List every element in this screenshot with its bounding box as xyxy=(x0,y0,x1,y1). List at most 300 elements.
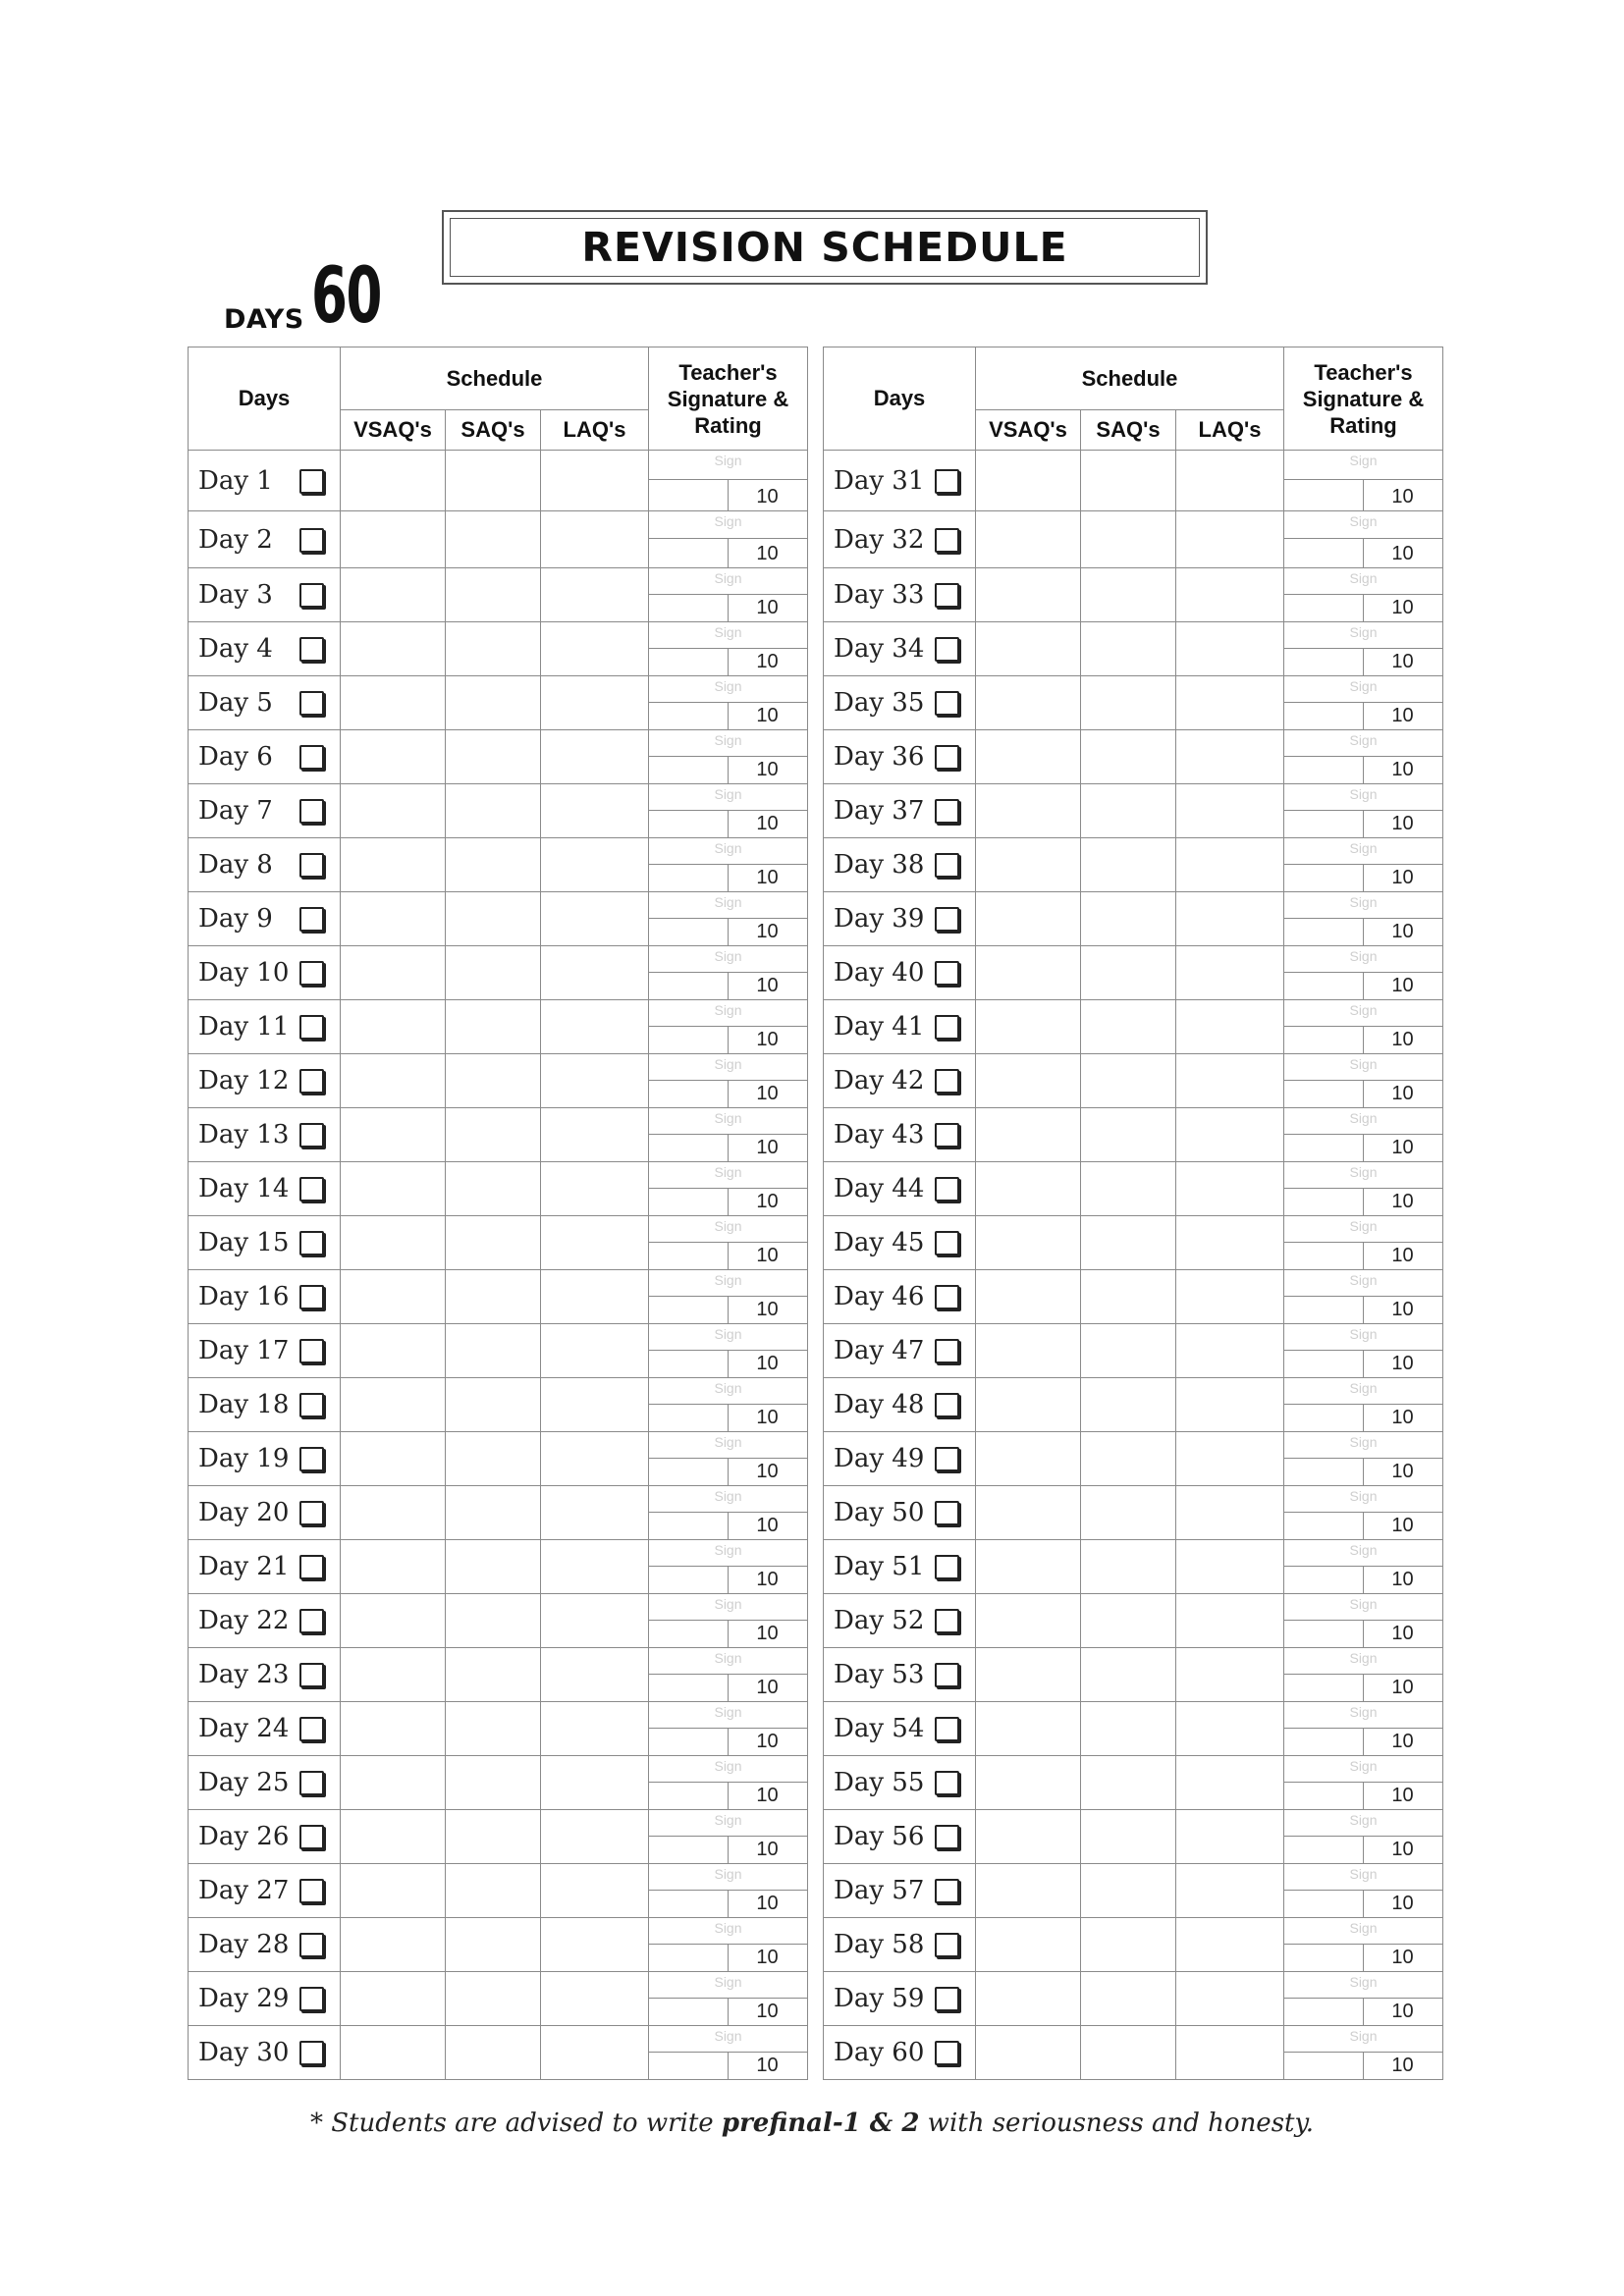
laq-cell[interactable] xyxy=(541,838,649,892)
vsaq-cell[interactable] xyxy=(341,511,446,568)
vsaq-cell[interactable] xyxy=(341,730,446,784)
laq-cell[interactable] xyxy=(541,1810,649,1864)
day-checkbox[interactable] xyxy=(935,637,959,662)
day-checkbox[interactable] xyxy=(299,853,324,878)
laq-cell[interactable] xyxy=(1176,2026,1284,2080)
signature-rating-cell[interactable] xyxy=(649,1378,808,1432)
vsaq-cell[interactable] xyxy=(976,1432,1081,1486)
signature-rating-cell[interactable] xyxy=(1284,568,1443,622)
saq-cell[interactable] xyxy=(1081,1648,1176,1702)
vsaq-cell[interactable] xyxy=(976,1054,1081,1108)
day-checkbox[interactable] xyxy=(299,469,324,494)
day-checkbox[interactable] xyxy=(299,745,324,770)
laq-cell[interactable] xyxy=(541,730,649,784)
signature-rating-cell[interactable] xyxy=(649,1864,808,1918)
laq-cell[interactable] xyxy=(1176,1540,1284,1594)
signature-rating-cell[interactable] xyxy=(1284,1216,1443,1270)
saq-cell[interactable] xyxy=(1081,1972,1176,2026)
laq-cell[interactable] xyxy=(1176,1702,1284,1756)
laq-cell[interactable] xyxy=(1176,1270,1284,1324)
day-checkbox[interactable] xyxy=(299,1285,324,1309)
laq-cell[interactable] xyxy=(541,1108,649,1162)
day-checkbox[interactable] xyxy=(299,1555,324,1579)
saq-cell[interactable] xyxy=(1081,568,1176,622)
saq-cell[interactable] xyxy=(446,511,541,568)
vsaq-cell[interactable] xyxy=(976,946,1081,1000)
saq-cell[interactable] xyxy=(1081,511,1176,568)
laq-cell[interactable] xyxy=(1176,784,1284,838)
vsaq-cell[interactable] xyxy=(976,622,1081,676)
signature-rating-cell[interactable] xyxy=(649,784,808,838)
saq-cell[interactable] xyxy=(446,1108,541,1162)
vsaq-cell[interactable] xyxy=(976,1594,1081,1648)
laq-cell[interactable] xyxy=(1176,1918,1284,1972)
day-checkbox[interactable] xyxy=(299,1069,324,1094)
vsaq-cell[interactable] xyxy=(341,1108,446,1162)
day-checkbox[interactable] xyxy=(299,1447,324,1471)
laq-cell[interactable] xyxy=(1176,730,1284,784)
vsaq-cell[interactable] xyxy=(976,1270,1081,1324)
day-checkbox[interactable] xyxy=(299,799,324,824)
laq-cell[interactable] xyxy=(541,1216,649,1270)
saq-cell[interactable] xyxy=(446,1918,541,1972)
laq-cell[interactable] xyxy=(541,892,649,946)
laq-cell[interactable] xyxy=(541,1756,649,1810)
signature-rating-cell[interactable] xyxy=(649,946,808,1000)
signature-rating-cell[interactable] xyxy=(649,1756,808,1810)
signature-rating-cell[interactable] xyxy=(649,451,808,511)
saq-cell[interactable] xyxy=(1081,676,1176,730)
signature-rating-cell[interactable] xyxy=(649,1270,808,1324)
day-checkbox[interactable] xyxy=(935,1771,959,1795)
laq-cell[interactable] xyxy=(1176,1108,1284,1162)
laq-cell[interactable] xyxy=(1176,511,1284,568)
vsaq-cell[interactable] xyxy=(341,1810,446,1864)
day-checkbox[interactable] xyxy=(935,1717,959,1741)
saq-cell[interactable] xyxy=(1081,1108,1176,1162)
signature-rating-cell[interactable] xyxy=(1284,892,1443,946)
signature-rating-cell[interactable] xyxy=(649,511,808,568)
signature-rating-cell[interactable] xyxy=(649,892,808,946)
laq-cell[interactable] xyxy=(1176,451,1284,511)
signature-rating-cell[interactable] xyxy=(1284,1918,1443,1972)
laq-cell[interactable] xyxy=(541,511,649,568)
day-checkbox[interactable] xyxy=(935,469,959,494)
signature-rating-cell[interactable] xyxy=(649,1648,808,1702)
saq-cell[interactable] xyxy=(1081,784,1176,838)
day-checkbox[interactable] xyxy=(935,1177,959,1201)
saq-cell[interactable] xyxy=(1081,1810,1176,1864)
vsaq-cell[interactable] xyxy=(341,1432,446,1486)
saq-cell[interactable] xyxy=(446,568,541,622)
day-checkbox[interactable] xyxy=(299,1771,324,1795)
vsaq-cell[interactable] xyxy=(976,1648,1081,1702)
vsaq-cell[interactable] xyxy=(341,1972,446,2026)
saq-cell[interactable] xyxy=(1081,1378,1176,1432)
laq-cell[interactable] xyxy=(1176,1054,1284,1108)
day-checkbox[interactable] xyxy=(299,1933,324,1957)
saq-cell[interactable] xyxy=(446,1000,541,1054)
signature-rating-cell[interactable] xyxy=(1284,511,1443,568)
vsaq-cell[interactable] xyxy=(341,1486,446,1540)
vsaq-cell[interactable] xyxy=(341,1864,446,1918)
signature-rating-cell[interactable] xyxy=(1284,1054,1443,1108)
laq-cell[interactable] xyxy=(541,1324,649,1378)
vsaq-cell[interactable] xyxy=(341,622,446,676)
day-checkbox[interactable] xyxy=(935,1393,959,1417)
laq-cell[interactable] xyxy=(1176,1000,1284,1054)
vsaq-cell[interactable] xyxy=(976,1000,1081,1054)
saq-cell[interactable] xyxy=(1081,946,1176,1000)
laq-cell[interactable] xyxy=(541,451,649,511)
vsaq-cell[interactable] xyxy=(341,1324,446,1378)
signature-rating-cell[interactable] xyxy=(649,1162,808,1216)
day-checkbox[interactable] xyxy=(935,799,959,824)
laq-cell[interactable] xyxy=(1176,1378,1284,1432)
signature-rating-cell[interactable] xyxy=(649,1432,808,1486)
vsaq-cell[interactable] xyxy=(976,1486,1081,1540)
laq-cell[interactable] xyxy=(541,1378,649,1432)
saq-cell[interactable] xyxy=(1081,451,1176,511)
signature-rating-cell[interactable] xyxy=(1284,1756,1443,1810)
signature-rating-cell[interactable] xyxy=(1284,1594,1443,1648)
vsaq-cell[interactable] xyxy=(976,1540,1081,1594)
vsaq-cell[interactable] xyxy=(976,892,1081,946)
day-checkbox[interactable] xyxy=(299,1663,324,1687)
vsaq-cell[interactable] xyxy=(976,838,1081,892)
day-checkbox[interactable] xyxy=(299,907,324,932)
vsaq-cell[interactable] xyxy=(341,451,446,511)
signature-rating-cell[interactable] xyxy=(649,1000,808,1054)
vsaq-cell[interactable] xyxy=(976,1756,1081,1810)
saq-cell[interactable] xyxy=(1081,1918,1176,1972)
day-checkbox[interactable] xyxy=(299,528,324,553)
signature-rating-cell[interactable] xyxy=(1284,784,1443,838)
saq-cell[interactable] xyxy=(1081,622,1176,676)
saq-cell[interactable] xyxy=(446,1486,541,1540)
laq-cell[interactable] xyxy=(1176,1324,1284,1378)
laq-cell[interactable] xyxy=(541,1432,649,1486)
vsaq-cell[interactable] xyxy=(341,946,446,1000)
day-checkbox[interactable] xyxy=(935,691,959,716)
day-checkbox[interactable] xyxy=(935,745,959,770)
saq-cell[interactable] xyxy=(446,1162,541,1216)
laq-cell[interactable] xyxy=(541,1864,649,1918)
saq-cell[interactable] xyxy=(446,622,541,676)
vsaq-cell[interactable] xyxy=(976,1864,1081,1918)
day-checkbox[interactable] xyxy=(299,2041,324,2065)
day-checkbox[interactable] xyxy=(299,1177,324,1201)
vsaq-cell[interactable] xyxy=(341,1216,446,1270)
signature-rating-cell[interactable] xyxy=(649,568,808,622)
laq-cell[interactable] xyxy=(1176,1756,1284,1810)
signature-rating-cell[interactable] xyxy=(1284,2026,1443,2080)
saq-cell[interactable] xyxy=(446,1648,541,1702)
day-checkbox[interactable] xyxy=(935,1663,959,1687)
signature-rating-cell[interactable] xyxy=(649,676,808,730)
saq-cell[interactable] xyxy=(446,1054,541,1108)
signature-rating-cell[interactable] xyxy=(649,1108,808,1162)
day-checkbox[interactable] xyxy=(299,1501,324,1525)
laq-cell[interactable] xyxy=(1176,1594,1284,1648)
laq-cell[interactable] xyxy=(541,676,649,730)
laq-cell[interactable] xyxy=(541,622,649,676)
saq-cell[interactable] xyxy=(446,946,541,1000)
laq-cell[interactable] xyxy=(1176,1810,1284,1864)
saq-cell[interactable] xyxy=(1081,1000,1176,1054)
signature-rating-cell[interactable] xyxy=(649,730,808,784)
signature-rating-cell[interactable] xyxy=(1284,946,1443,1000)
day-checkbox[interactable] xyxy=(935,1555,959,1579)
saq-cell[interactable] xyxy=(1081,730,1176,784)
saq-cell[interactable] xyxy=(446,784,541,838)
saq-cell[interactable] xyxy=(446,838,541,892)
laq-cell[interactable] xyxy=(1176,568,1284,622)
vsaq-cell[interactable] xyxy=(976,1918,1081,1972)
saq-cell[interactable] xyxy=(1081,838,1176,892)
vsaq-cell[interactable] xyxy=(341,1594,446,1648)
vsaq-cell[interactable] xyxy=(976,1810,1081,1864)
day-checkbox[interactable] xyxy=(935,1933,959,1957)
saq-cell[interactable] xyxy=(446,1756,541,1810)
day-checkbox[interactable] xyxy=(935,1339,959,1363)
day-checkbox[interactable] xyxy=(299,1879,324,1903)
day-checkbox[interactable] xyxy=(935,2041,959,2065)
signature-rating-cell[interactable] xyxy=(649,1918,808,1972)
laq-cell[interactable] xyxy=(541,946,649,1000)
vsaq-cell[interactable] xyxy=(341,1918,446,1972)
day-checkbox[interactable] xyxy=(935,1879,959,1903)
laq-cell[interactable] xyxy=(541,1702,649,1756)
day-checkbox[interactable] xyxy=(935,1825,959,1849)
signature-rating-cell[interactable] xyxy=(649,1972,808,2026)
laq-cell[interactable] xyxy=(541,1972,649,2026)
laq-cell[interactable] xyxy=(1176,622,1284,676)
saq-cell[interactable] xyxy=(446,1864,541,1918)
signature-rating-cell[interactable] xyxy=(1284,1486,1443,1540)
signature-rating-cell[interactable] xyxy=(649,1054,808,1108)
vsaq-cell[interactable] xyxy=(976,730,1081,784)
saq-cell[interactable] xyxy=(446,892,541,946)
vsaq-cell[interactable] xyxy=(341,2026,446,2080)
laq-cell[interactable] xyxy=(541,784,649,838)
vsaq-cell[interactable] xyxy=(976,451,1081,511)
saq-cell[interactable] xyxy=(1081,2026,1176,2080)
signature-rating-cell[interactable] xyxy=(1284,1864,1443,1918)
laq-cell[interactable] xyxy=(1176,676,1284,730)
vsaq-cell[interactable] xyxy=(341,1648,446,1702)
vsaq-cell[interactable] xyxy=(976,1216,1081,1270)
saq-cell[interactable] xyxy=(446,451,541,511)
signature-rating-cell[interactable] xyxy=(649,838,808,892)
signature-rating-cell[interactable] xyxy=(649,2026,808,2080)
day-checkbox[interactable] xyxy=(935,1015,959,1040)
laq-cell[interactable] xyxy=(1176,1972,1284,2026)
signature-rating-cell[interactable] xyxy=(1284,1324,1443,1378)
saq-cell[interactable] xyxy=(446,1216,541,1270)
signature-rating-cell[interactable] xyxy=(1284,1540,1443,1594)
day-checkbox[interactable] xyxy=(935,907,959,932)
vsaq-cell[interactable] xyxy=(341,1162,446,1216)
day-checkbox[interactable] xyxy=(935,583,959,608)
vsaq-cell[interactable] xyxy=(976,568,1081,622)
vsaq-cell[interactable] xyxy=(341,568,446,622)
saq-cell[interactable] xyxy=(1081,1432,1176,1486)
day-checkbox[interactable] xyxy=(935,1501,959,1525)
vsaq-cell[interactable] xyxy=(976,676,1081,730)
saq-cell[interactable] xyxy=(446,1378,541,1432)
laq-cell[interactable] xyxy=(1176,946,1284,1000)
signature-rating-cell[interactable] xyxy=(1284,838,1443,892)
saq-cell[interactable] xyxy=(1081,1756,1176,1810)
laq-cell[interactable] xyxy=(1176,1432,1284,1486)
laq-cell[interactable] xyxy=(1176,838,1284,892)
signature-rating-cell[interactable] xyxy=(649,1702,808,1756)
laq-cell[interactable] xyxy=(1176,1162,1284,1216)
laq-cell[interactable] xyxy=(541,1054,649,1108)
saq-cell[interactable] xyxy=(1081,1270,1176,1324)
day-checkbox[interactable] xyxy=(299,1987,324,2011)
signature-rating-cell[interactable] xyxy=(1284,1810,1443,1864)
vsaq-cell[interactable] xyxy=(341,1702,446,1756)
day-checkbox[interactable] xyxy=(935,853,959,878)
vsaq-cell[interactable] xyxy=(341,784,446,838)
day-checkbox[interactable] xyxy=(935,1231,959,1255)
saq-cell[interactable] xyxy=(1081,1864,1176,1918)
vsaq-cell[interactable] xyxy=(341,838,446,892)
saq-cell[interactable] xyxy=(1081,1702,1176,1756)
laq-cell[interactable] xyxy=(1176,1648,1284,1702)
signature-rating-cell[interactable] xyxy=(649,1324,808,1378)
day-checkbox[interactable] xyxy=(299,1015,324,1040)
laq-cell[interactable] xyxy=(541,1594,649,1648)
saq-cell[interactable] xyxy=(446,1594,541,1648)
saq-cell[interactable] xyxy=(1081,1324,1176,1378)
signature-rating-cell[interactable] xyxy=(1284,1378,1443,1432)
vsaq-cell[interactable] xyxy=(341,1270,446,1324)
saq-cell[interactable] xyxy=(446,1432,541,1486)
vsaq-cell[interactable] xyxy=(976,784,1081,838)
day-checkbox[interactable] xyxy=(935,1285,959,1309)
signature-rating-cell[interactable] xyxy=(1284,676,1443,730)
vsaq-cell[interactable] xyxy=(976,1972,1081,2026)
laq-cell[interactable] xyxy=(541,2026,649,2080)
day-checkbox[interactable] xyxy=(299,1393,324,1417)
saq-cell[interactable] xyxy=(1081,1216,1176,1270)
laq-cell[interactable] xyxy=(541,1162,649,1216)
signature-rating-cell[interactable] xyxy=(1284,1648,1443,1702)
signature-rating-cell[interactable] xyxy=(649,1216,808,1270)
day-checkbox[interactable] xyxy=(935,1609,959,1633)
signature-rating-cell[interactable] xyxy=(1284,1270,1443,1324)
vsaq-cell[interactable] xyxy=(341,1378,446,1432)
laq-cell[interactable] xyxy=(1176,892,1284,946)
signature-rating-cell[interactable] xyxy=(1284,1432,1443,1486)
day-checkbox[interactable] xyxy=(299,1339,324,1363)
signature-rating-cell[interactable] xyxy=(649,1486,808,1540)
day-checkbox[interactable] xyxy=(935,1069,959,1094)
saq-cell[interactable] xyxy=(446,1810,541,1864)
day-checkbox[interactable] xyxy=(299,961,324,986)
day-checkbox[interactable] xyxy=(935,1447,959,1471)
day-checkbox[interactable] xyxy=(935,528,959,553)
saq-cell[interactable] xyxy=(446,1972,541,2026)
saq-cell[interactable] xyxy=(1081,1486,1176,1540)
laq-cell[interactable] xyxy=(1176,1486,1284,1540)
saq-cell[interactable] xyxy=(446,1324,541,1378)
laq-cell[interactable] xyxy=(541,1540,649,1594)
saq-cell[interactable] xyxy=(446,1270,541,1324)
signature-rating-cell[interactable] xyxy=(1284,1108,1443,1162)
signature-rating-cell[interactable] xyxy=(649,622,808,676)
laq-cell[interactable] xyxy=(541,1648,649,1702)
laq-cell[interactable] xyxy=(541,568,649,622)
vsaq-cell[interactable] xyxy=(976,1378,1081,1432)
day-checkbox[interactable] xyxy=(299,1123,324,1148)
vsaq-cell[interactable] xyxy=(976,2026,1081,2080)
saq-cell[interactable] xyxy=(1081,1054,1176,1108)
signature-rating-cell[interactable] xyxy=(649,1540,808,1594)
saq-cell[interactable] xyxy=(1081,892,1176,946)
signature-rating-cell[interactable] xyxy=(649,1810,808,1864)
vsaq-cell[interactable] xyxy=(341,1000,446,1054)
vsaq-cell[interactable] xyxy=(976,1108,1081,1162)
saq-cell[interactable] xyxy=(446,1540,541,1594)
vsaq-cell[interactable] xyxy=(976,1162,1081,1216)
signature-rating-cell[interactable] xyxy=(1284,1162,1443,1216)
signature-rating-cell[interactable] xyxy=(1284,730,1443,784)
saq-cell[interactable] xyxy=(446,676,541,730)
saq-cell[interactable] xyxy=(446,2026,541,2080)
signature-rating-cell[interactable] xyxy=(1284,451,1443,511)
day-checkbox[interactable] xyxy=(299,1717,324,1741)
signature-rating-cell[interactable] xyxy=(1284,1000,1443,1054)
day-checkbox[interactable] xyxy=(299,1825,324,1849)
signature-rating-cell[interactable] xyxy=(649,1594,808,1648)
vsaq-cell[interactable] xyxy=(341,892,446,946)
laq-cell[interactable] xyxy=(1176,1864,1284,1918)
laq-cell[interactable] xyxy=(541,1270,649,1324)
day-checkbox[interactable] xyxy=(935,961,959,986)
day-checkbox[interactable] xyxy=(935,1123,959,1148)
day-checkbox[interactable] xyxy=(299,691,324,716)
signature-rating-cell[interactable] xyxy=(1284,1702,1443,1756)
vsaq-cell[interactable] xyxy=(341,1540,446,1594)
saq-cell[interactable] xyxy=(446,730,541,784)
day-checkbox[interactable] xyxy=(935,1987,959,2011)
day-checkbox[interactable] xyxy=(299,1609,324,1633)
day-checkbox[interactable] xyxy=(299,637,324,662)
vsaq-cell[interactable] xyxy=(341,1756,446,1810)
vsaq-cell[interactable] xyxy=(976,1324,1081,1378)
vsaq-cell[interactable] xyxy=(341,676,446,730)
laq-cell[interactable] xyxy=(1176,1216,1284,1270)
saq-cell[interactable] xyxy=(1081,1540,1176,1594)
day-checkbox[interactable] xyxy=(299,583,324,608)
signature-rating-cell[interactable] xyxy=(1284,1972,1443,2026)
vsaq-cell[interactable] xyxy=(976,511,1081,568)
day-checkbox[interactable] xyxy=(299,1231,324,1255)
vsaq-cell[interactable] xyxy=(976,1702,1081,1756)
signature-rating-cell[interactable] xyxy=(1284,622,1443,676)
saq-cell[interactable] xyxy=(446,1702,541,1756)
laq-cell[interactable] xyxy=(541,1918,649,1972)
saq-cell[interactable] xyxy=(1081,1594,1176,1648)
laq-cell[interactable] xyxy=(541,1486,649,1540)
vsaq-cell[interactable] xyxy=(341,1054,446,1108)
laq-cell[interactable] xyxy=(541,1000,649,1054)
saq-cell[interactable] xyxy=(1081,1162,1176,1216)
